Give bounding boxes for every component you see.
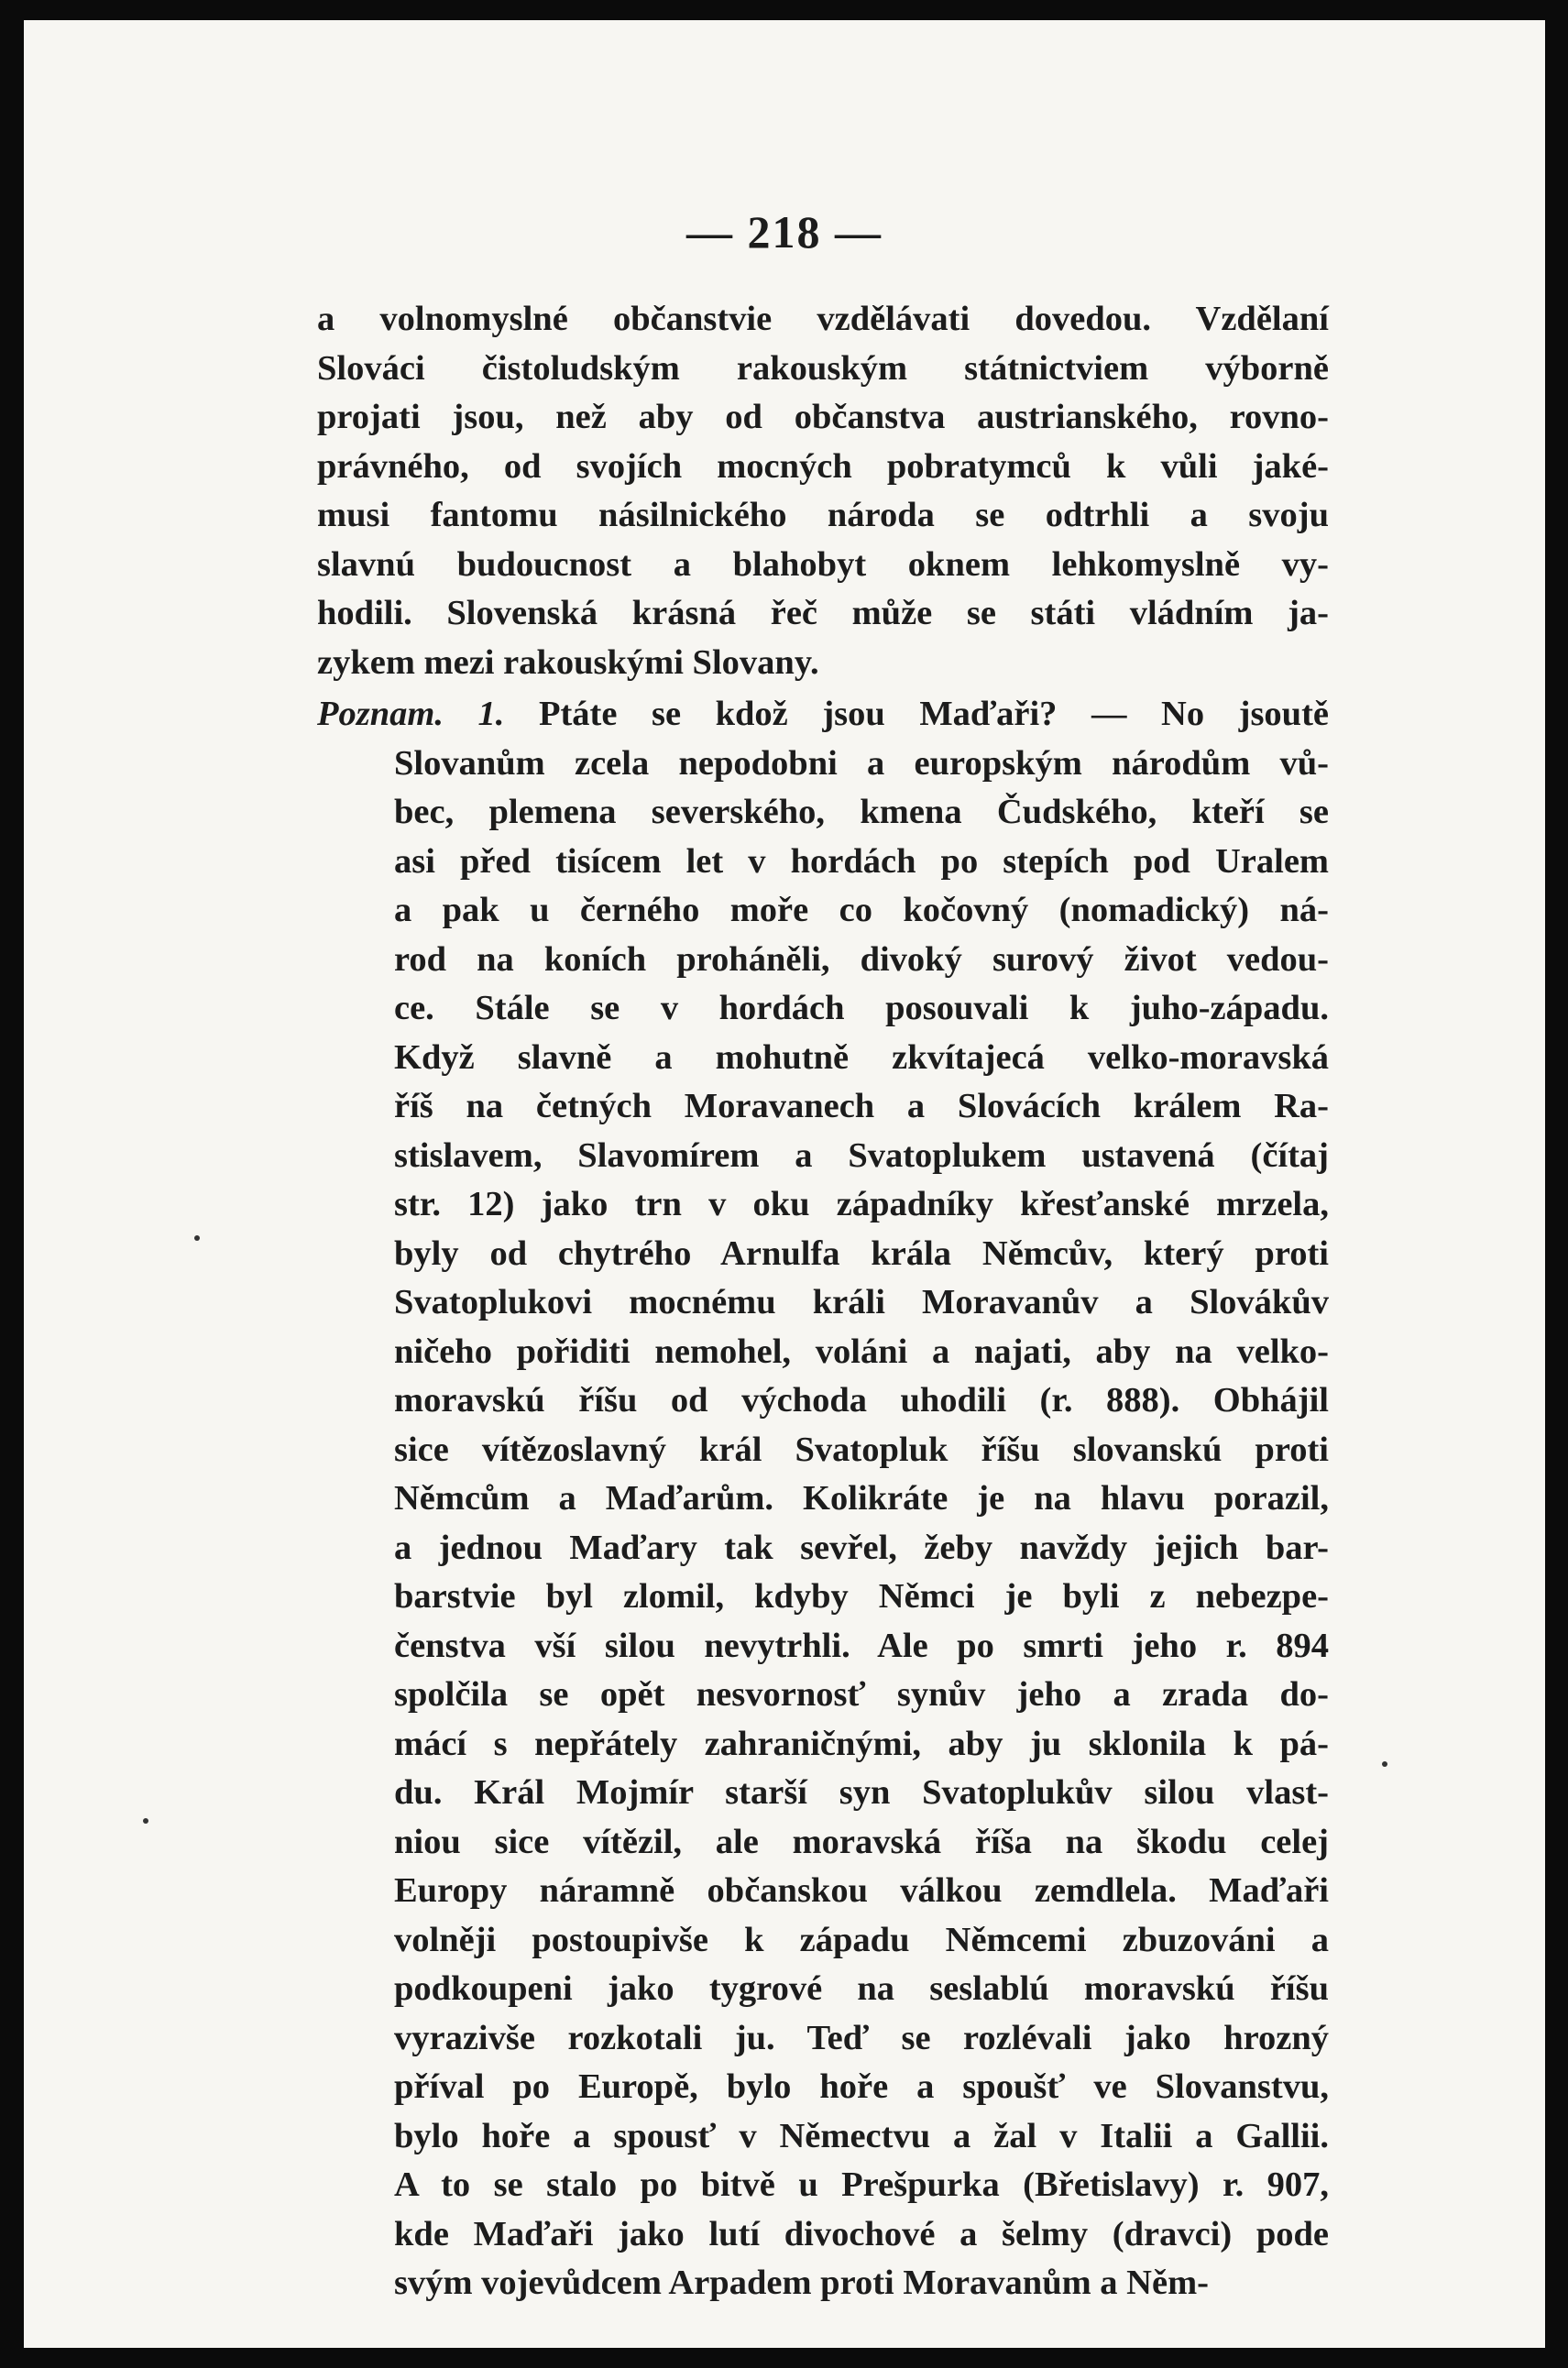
footnote-line: čenstva vší silou nevytrhli. Ale po smrti jeho r. 894: [394, 1626, 1329, 1665]
footnote-line: asi před tisícem let v hordách po stepích pod Uralem: [394, 841, 1329, 881]
footnote-line: byly od chytrého Arnulfa krála Němcův, který proti: [394, 1233, 1329, 1273]
page-number: — 218 —: [686, 206, 883, 258]
stray-mark: [194, 1235, 200, 1241]
main-text: [317, 295, 1329, 687]
footnote-label: Poznam. 1.: [317, 695, 505, 733]
footnote-line: stislavem, Slavomírem a Svatoplukem ustavená (čítaj: [394, 1135, 1329, 1175]
footnote-line: moravskú říšu od východa uhodili (r. 888). Obhájil: [394, 1381, 1329, 1420]
footnote: [317, 690, 1329, 2308]
footnote-line: říš na četných Moravanech a Slovácích králem Ra-: [394, 1087, 1329, 1125]
footnote-line: příval po Europě, bylo hoře a spoušť ve Slovanstvu,: [394, 2067, 1329, 2106]
text-line: projati jsou, než aby od občanstva austrianského, rovno-: [317, 398, 1329, 436]
footnote-line: ničeho pořiditi nemohel, voláni a najati, aby na velko-: [394, 1332, 1329, 1371]
footnote-line: niou sice vítězil, ale moravská říša na škodu celej: [394, 1822, 1329, 1861]
footnote-line: ce. Stále se v hordách posouvali k juho-západu.: [394, 989, 1329, 1027]
footnote-line: spolčila se opět nesvornosť synův jeho a zrada do-: [394, 1675, 1329, 1714]
footnote-line: sice vítězoslavný král Svatopluk říšu slovanskú proti: [394, 1430, 1329, 1469]
footnote-first-line-text: Ptáte se kdož jsou Maďaři? — No jsoutě: [538, 695, 1330, 733]
footnote-line: str. 12) jako trn v oku západníky křesťanské mrzela,: [394, 1185, 1329, 1223]
footnote-line: du. Král Mojmír starší syn Svatoplukův silou vlast-: [394, 1773, 1329, 1812]
footnote-line: podkoupeni jako tygrové na seslablú moravskú říšu: [394, 1969, 1329, 2008]
footnote-line: rod na koních proháněli, divoký surový život vedou-: [394, 939, 1329, 979]
footnote-line: Europy náramně občanskou válkou zemdlela. Maďaři: [394, 1871, 1329, 1910]
footnote-line: svým vojevůdcem Arpadem proti Moravanům a Něm-: [394, 2264, 1209, 2302]
stray-mark: [143, 1818, 148, 1824]
footnote-line: Němcům a Maďarům. Kolikráte je na hlavu porazil,: [394, 1479, 1329, 1518]
footnote-line: volněji postoupivše k západu Němcemi zbuzováni a: [394, 1920, 1329, 1959]
stray-mark: [1382, 1761, 1387, 1767]
text-line: slavnú budoucnost a blahobyt oknem lehkomyslně vy-: [317, 544, 1329, 584]
text-line: hodili. Slovenská krásná řeč může se státi vládním ja-: [317, 594, 1329, 632]
footnote-body: [317, 740, 1329, 2308]
footnote-line: bec, plemena severského, kmena Čudského, kteří se: [394, 793, 1329, 831]
footnote-line: barstvie byl zlomil, kdyby Němci je byli z nebezpe-: [394, 1577, 1329, 1616]
footnote-line: kde Maďaři jako lutí divochové a šelmy (dravci) pode: [394, 2214, 1329, 2253]
footnote-line: Slovanům zcela nepodobni a europským národům vů-: [394, 743, 1329, 783]
footnote-line: A to se stalo po bitvě u Prešpurka (Břetislavy) r. 907,: [394, 2165, 1329, 2204]
book-page: [24, 20, 1545, 2348]
text-line: musi fantomu násilnického národa se odtrhli a svoju: [317, 496, 1329, 534]
footnote-line: Když slavně a mohutně zkvítajecá velko-moravská: [394, 1037, 1329, 1077]
text-line: a volnomyslné občanstvie vzdělávati dovedou. Vzdělaní: [317, 300, 1329, 338]
text-line: Slováci čistoludským rakouským státnictviem výborně: [317, 348, 1329, 388]
text-line: zykem mezi rakouskými Slovany.: [317, 642, 819, 682]
footnote-line: a jednou Maďary tak sevřel, žeby navždy jejich bar-: [394, 1528, 1329, 1567]
footnote-line: vyrazivše rozkotali ju. Teď se rozlévali jako hrozný: [394, 2018, 1329, 2057]
footnote-line: bylo hoře a spousť v Němectvu a žal v Italii a Gallii.: [394, 2116, 1329, 2155]
footnote-line: Svatoplukovi mocnému králi Moravanův a Slovákův: [394, 1283, 1329, 1321]
footnote-first-line: [317, 690, 1329, 740]
text-line: právného, od svojích mocných pobratymců k vůli jaké-: [317, 446, 1329, 486]
footnote-line: mácí s nepřátely zahraničnými, aby ju sklonila k pá-: [394, 1724, 1329, 1763]
footnote-line: a pak u černého moře co kočovný (nomadický) ná-: [394, 891, 1329, 929]
